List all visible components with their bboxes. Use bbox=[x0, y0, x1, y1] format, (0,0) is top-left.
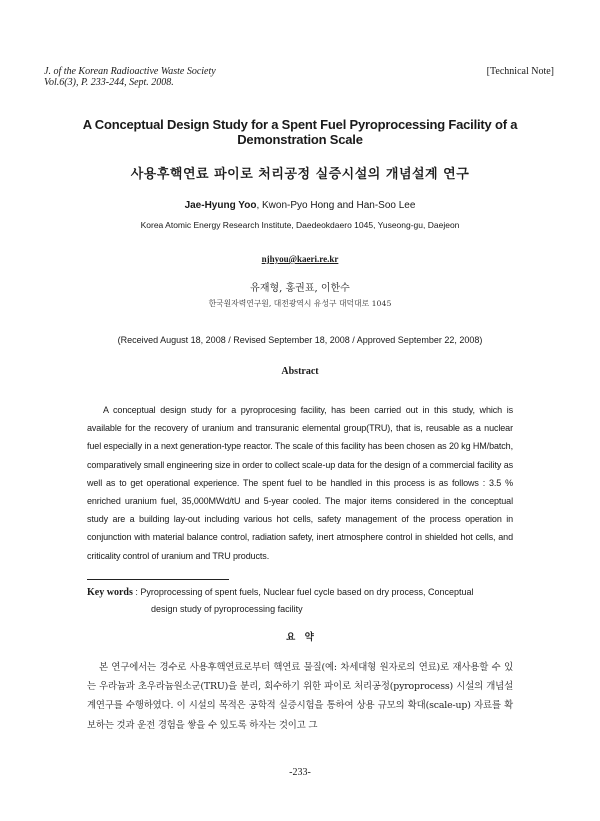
abstract-text: A conceptual design study for a pyroprocesing facility, has been carried out in this study, which is available for the recovery of uranium and transuranic elemental group(TRU), that is, reusable as a nuclear fuel especially in a next generation-type reactor. The scale of this facility has been chosen as 20 kg HM/batch, comparatively small engineering size in order to collect scale-up data for the design of a commercial facility as well as to get operational experience. The spent fuel to be handled in this process is as follows : 3.5 % enriched uranium fuel, 35,000MWd/tU and 5-year cooled. The major items considered in the conceptual study are a building lay-out including various hot cells, safety management of the process operation in conjunction with material balance control, radiation safety, inert atmosphere control in shielded hot cells, and criticality control of uranium and TRU products. bbox=[87, 405, 513, 561]
lead-author: Jae-Hyung Yoo bbox=[184, 200, 257, 211]
keywords-line2: design study of pyroprocessing facility bbox=[151, 604, 303, 614]
author-list-korean: 유재형, 홍권표, 이한수 bbox=[250, 283, 350, 294]
paper-title-english: A Conceptual Design Study for a Spent Fuel Pyroprocessing Facility of a Demonstration Scale bbox=[82, 117, 518, 147]
article-type-label: [Technical Note] bbox=[486, 66, 554, 77]
author-email-link[interactable]: njhyou@kaeri.re.kr bbox=[261, 254, 339, 264]
author-affiliation: Korea Atomic Energy Research Institute, Daedeokdaero 1045, Yuseong-gu, Daejeon bbox=[140, 220, 460, 230]
keywords-separator: : bbox=[132, 587, 141, 597]
journal-citation bbox=[44, 66, 216, 88]
journal-name: J. of the Korean Radioactive Waste Society bbox=[44, 66, 216, 77]
author-list bbox=[0, 200, 600, 211]
paper-title-korean: 사용후핵연료 파이로 처리공정 실증시설의 개념설계 연구 bbox=[130, 167, 470, 182]
author-affiliation-korean: 한국원자력연구원, 대전광역시 유성구 대덕대로 1045 bbox=[208, 299, 392, 308]
page-number: -233- bbox=[289, 767, 311, 778]
summary-text-korean: 본 연구에서는 경수로 사용후핵연료로부터 핵연료 물질(예: 차세대형 원자로의 연료)로 재사용할 수 있는 우라늄과 초우라늄원소군(TRU)을 분리, 회수하기 위한 파이로 처리공정(pyroprocess) 시설의 개념설계연구를 수행하였다. 이 시설의 목적은 공학적 실증시험을 통하여 상용 규모의 확대(scale-up) 자료를 확보하는 것과 운전 경험을 쌓을 수 있도록 하자는 것이고 그 bbox=[87, 662, 513, 731]
journal-volume: Vol.6(3), P. 233-244, Sept. 2008. bbox=[44, 77, 174, 88]
keywords-block bbox=[87, 584, 517, 618]
summary-heading-korean: 요 약 bbox=[286, 632, 314, 643]
keywords-divider bbox=[87, 579, 229, 580]
keywords-line1: Pyroprocessing of spent fuels, Nuclear fuel cycle based on dry process, Conceptual bbox=[140, 587, 474, 597]
keywords-label: Key words bbox=[87, 587, 133, 598]
abstract-heading: Abstract bbox=[281, 366, 319, 377]
submission-dates: (Received August 18, 2008 / Revised September 18, 2008 / Approved September 22, 2008) bbox=[117, 335, 483, 345]
co-authors: , Kwon-Pyo Hong and Han-Soo Lee bbox=[256, 200, 416, 211]
